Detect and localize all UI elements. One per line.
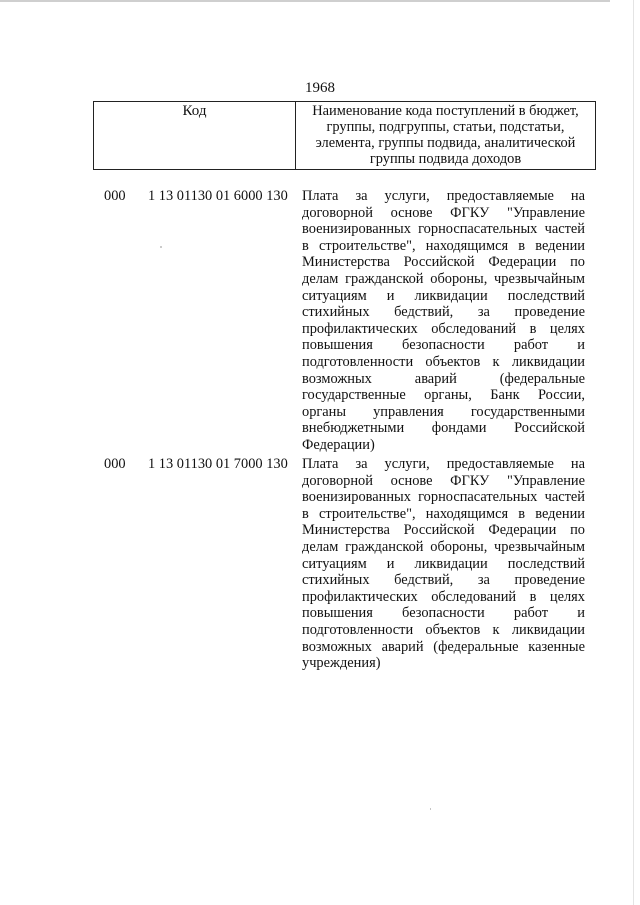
- header-code-label: Код: [94, 102, 296, 169]
- admin-code: 000: [104, 188, 126, 204]
- page-number: 1968: [305, 80, 335, 96]
- table-header: [93, 101, 596, 170]
- revenue-description: Плата за услуги, предоставляемые на договорной основе ФГКУ "Управление военизированных горноспасательных частей в строительстве", находящимся в ведении Министерства Российской Федерации по делам гражданской обороны, чрезвычайным ситуациям и ликвидации последствий стихийных бедствий, за проведение профилактических обследований в целях повышения безопасности работ и подготовленности объектов к ликвидации возможных аварий (федеральные государственные органы, Банк России, органы управления государственными внебюджетными фондами Российской Федерации): [302, 188, 585, 453]
- revenue-description: Плата за услуги, предоставляемые на договорной основе ФГКУ "Управление военизированных горноспасательных частей в строительстве", находящимся в ведении Министерства Российской Федерации по делам гражданской обороны, чрезвычайным ситуациям и ликвидации последствий стихийных бедствий, за проведение профилактических обследований в целях повышения безопасности работ и подготовленности объектов к ликвидации возможных аварий (федеральные казенные учреждения): [302, 456, 585, 672]
- revenue-code: 1 13 01130 01 7000 130: [148, 456, 288, 472]
- scan-speck: [160, 246, 162, 248]
- scan-speck: [430, 808, 431, 810]
- scan-edge-right: [633, 0, 634, 905]
- scan-edge-top: [0, 0, 610, 2]
- admin-code: 000: [104, 456, 126, 472]
- header-name-label: Наименование кода поступлений в бюджет, группы, подгруппы, статьи, подстатьи, элемента, группы подвида, аналитической группы подвида доходов: [312, 103, 579, 167]
- revenue-code: 1 13 01130 01 6000 130: [148, 188, 288, 204]
